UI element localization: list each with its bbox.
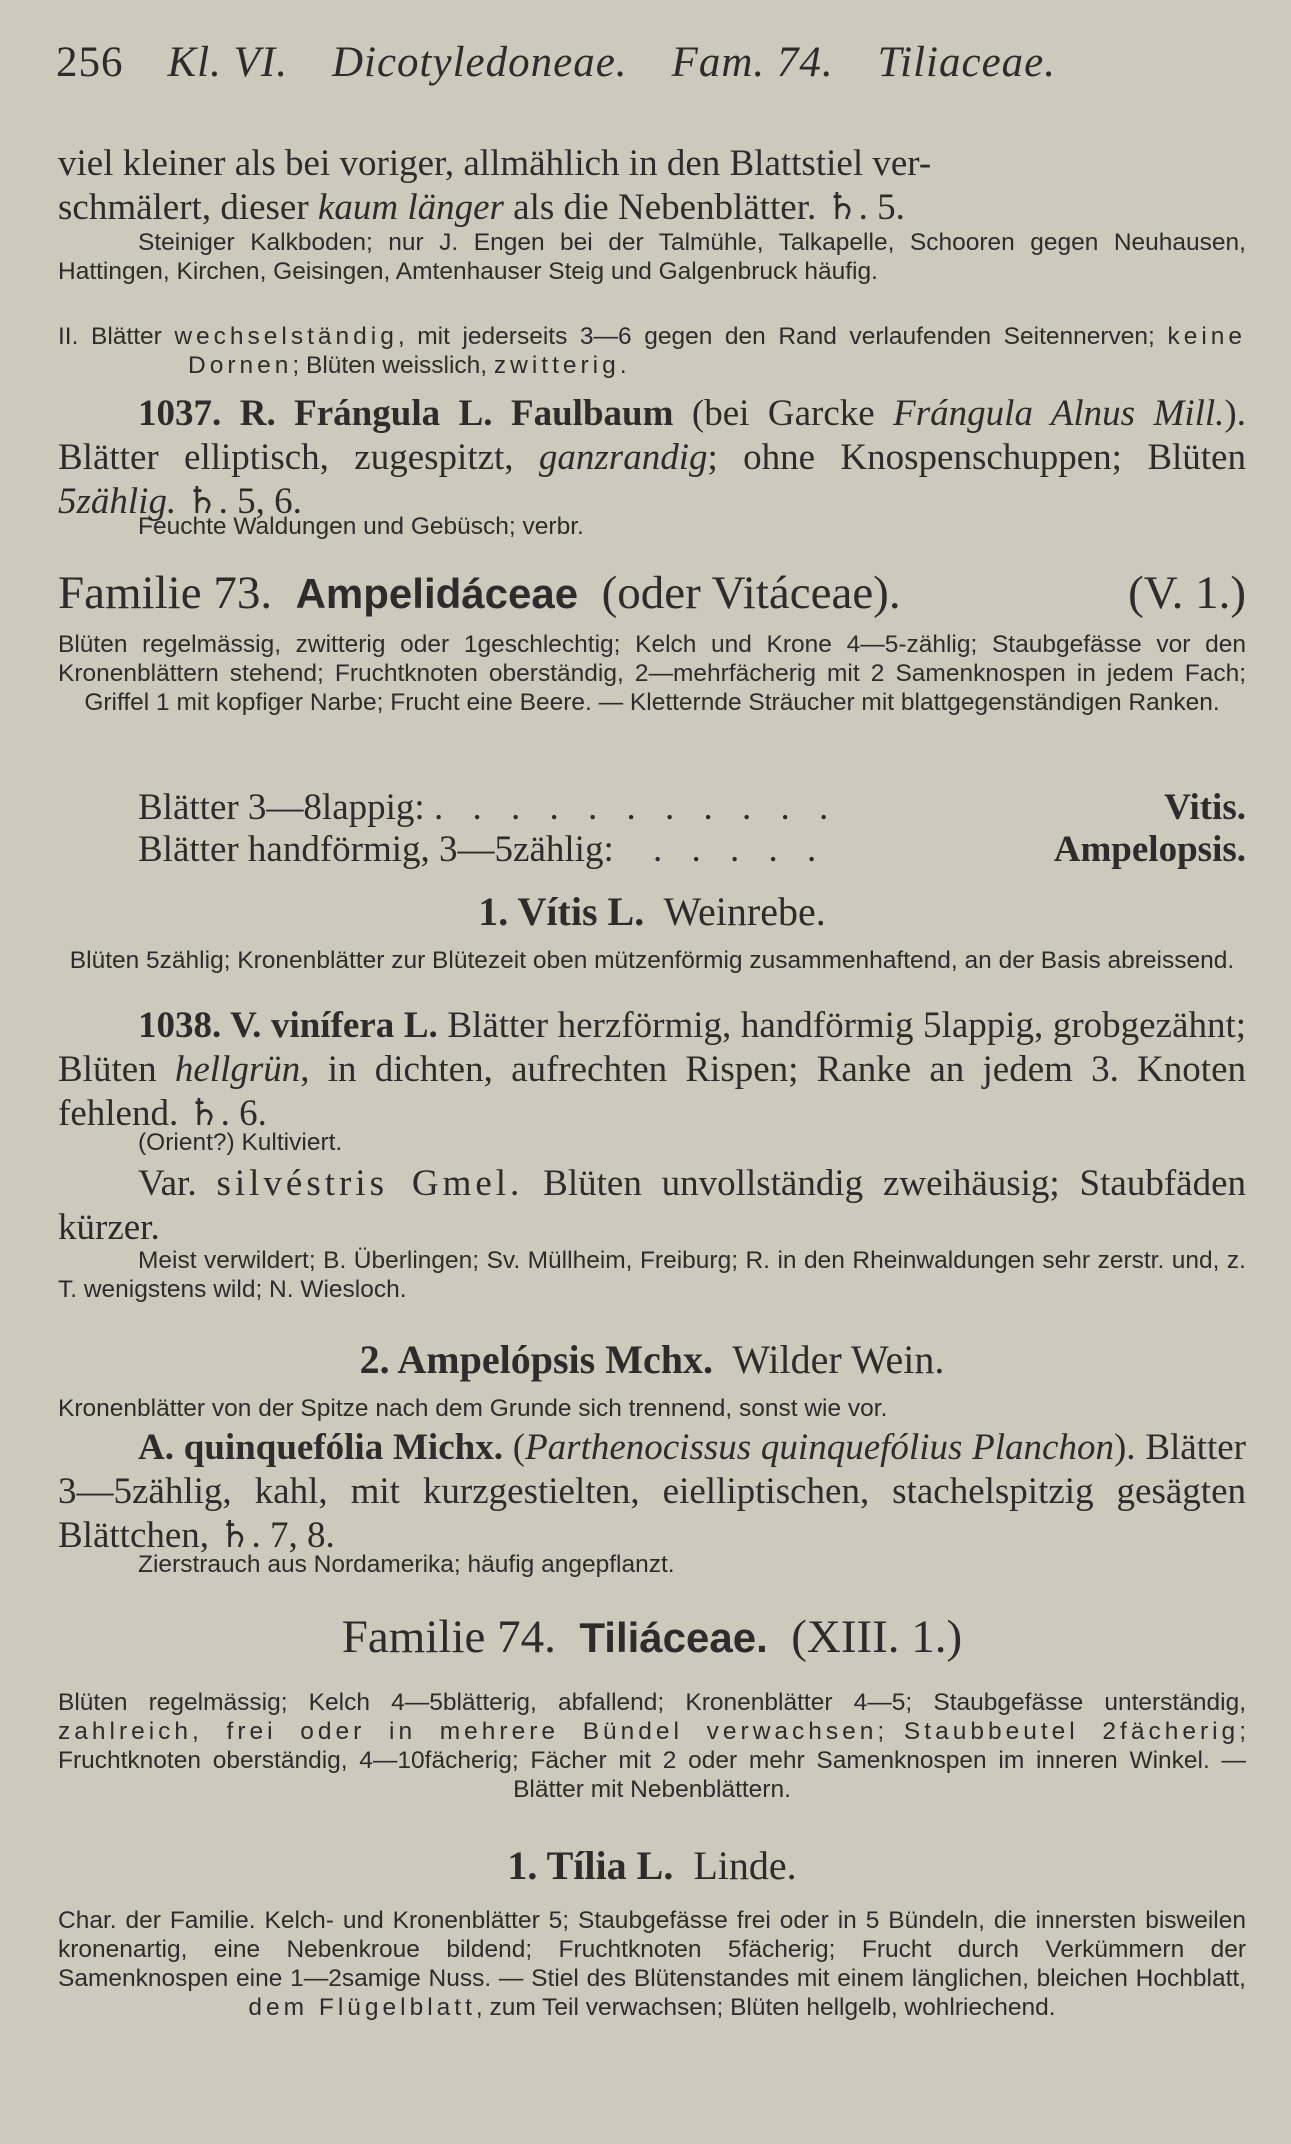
origin-note: (Orient?) Kultiviert.	[138, 1129, 343, 1156]
genus-ampelopsis-heading: 2. Ampelópsis Mchx. Wilder Wein.	[359, 1337, 945, 1382]
habitat-note: Steiniger Kalkboden; nur J. Engen bei der Talmühle, Talkapelle, Schooren gegen Neuhausen, Hattingen, Kirchen, Geisingen, Amtenhauser Steig und Galgenbruck häufig.	[58, 229, 1246, 285]
paragraph-continuation: viel kleiner als bei voriger, allmählich in den Blattstiel ver- schmälert, dieser kaum länger als die Nebenblätter. ♄. 5.	[58, 143, 932, 228]
family-74-description: Blüten regelmässig; Kelch 4—5blätterig, abfallend; Kronenblätter 4—5; Staubgefässe unterständig, zahlreich, frei oder in mehrere Bündel verwachsen; Staubbeutel 2fächerig; Fruchtknoten oberständig, 4—10fächerig; Fächer mit 2 oder mehr Samenknospen im inneren Winkel. — Blätter mit Nebenblättern.	[58, 1689, 1246, 1803]
header-family-name: Tiliaceae.	[877, 39, 1057, 86]
cultivation-note: Zierstrauch aus Nordamerika; häufig angepflanzt.	[138, 1551, 675, 1578]
family-73-description: Blüten regelmässig, zwitterig oder 1geschlechtig; Kelch und Krone 4—5-zählig; Staubgefässe vor den Kronenblättern stehend; Fruchtknoten oberständig, 2—mehrfächerig mit 2 Samenknospen in jedem Fach; Griffel 1 mit kopfiger Narbe; Frucht eine Beere. — Kletternde Sträucher mit blattgegenständigen Ranken.	[58, 631, 1246, 716]
header-family: Fam. 74.	[671, 39, 834, 86]
species-1038: 1038. V. vinífera L. Blätter herzförmig, handförmig 5lappig, grobgezähnt; Blüten hellgrün, in dichten, aufrechten Rispen; Ranke an jedem 3. Knoten fehlend. ♄. 6.	[58, 1005, 1247, 1134]
page-header	[56, 38, 1136, 87]
genus-vitis-heading: 1. Vítis L. Weinrebe.	[478, 889, 826, 934]
genus-ampelopsis-description: Kronenblätter von der Spitze nach dem Grunde sich trennend, sonst wie vor.	[58, 1395, 888, 1422]
species-ampelopsis-quinquefolia: A. quinquefólia Michx. (Parthenocissus quinquefólius Planchon). Blätter 3—5zählig, kahl, mit kurzgestielten, eielliptischen, stachelspitzig gesägten Blättchen, ♄. 7, 8.	[58, 1427, 1246, 1556]
header-class: Kl. VI.	[167, 39, 288, 86]
key-row: Blätter 3—8lappig: . . . . . . . . . . . Vitis.	[138, 787, 1246, 828]
variety-silvestris: Var. silvéstris Gmel. Blüten unvollständig zweihäusig; Staubfäden kürzer.	[58, 1163, 1247, 1248]
key-row: Blätter handförmig, 3—5zählig: . . . . . Ampelopsis.	[138, 829, 1246, 870]
key-section-ii: II. Blätter wechselständig, mit jederseits 3—6 gegen den Rand verlaufenden Seitennerven; keine Dornen; Blüten weisslich, zwitterig.	[58, 323, 1247, 379]
species-1037: 1037. R. Frángula L. Faulbaum (bei Garcke Frángula Alnus Mill.). Blätter elliptisch, zugespitzt, ganzrandig; ohne Knospenschuppen; Blüten 5zählig. ♄. 5, 6.	[58, 393, 1246, 522]
distribution-note: Meist verwildert; B. Überlingen; Sv. Müllheim, Freiburg; R. in den Rheinwaldungen sehr zerstr. und, z. T. wenigstens wild; N. Wiesloch.	[58, 1247, 1246, 1303]
page-number: 256	[56, 39, 124, 86]
habitat-note: Feuchte Waldungen und Gebüsch; verbr.	[138, 513, 584, 540]
header-division: Dicotyledoneae.	[331, 39, 628, 86]
family-74-heading: Familie 74. Tiliáceae. (XIII. 1.)	[341, 1611, 963, 1663]
genus-vitis-description: Blüten 5zählig; Kronenblätter zur Blütezeit oben mützenförmig zusammenhaftend, an der Basis abreissend.	[69, 947, 1235, 974]
genus-tilia-description: Char. der Familie. Kelch- und Kronenblätter 5; Staubgefässe frei oder in 5 Bündeln, die innersten bisweilen kronenartig, eine Nebenkroue bildend; Fruchtknoten 5fächerig; Frucht durch Verkümmern der Samenknospen eine 1—2samige Nuss. — Stiel des Blütenstandes mit einem länglichen, bleichen Hochblatt, dem Flügelblatt, zum Teil verwachsen; Blüten hellgelb, wohlriechend.	[58, 1907, 1246, 2021]
family-73-heading: Familie 73. Ampelidáceae (oder Vitáceae). (V. 1.)	[58, 567, 1246, 619]
genus-tilia-heading: 1. Tília L. Linde.	[507, 1843, 797, 1888]
